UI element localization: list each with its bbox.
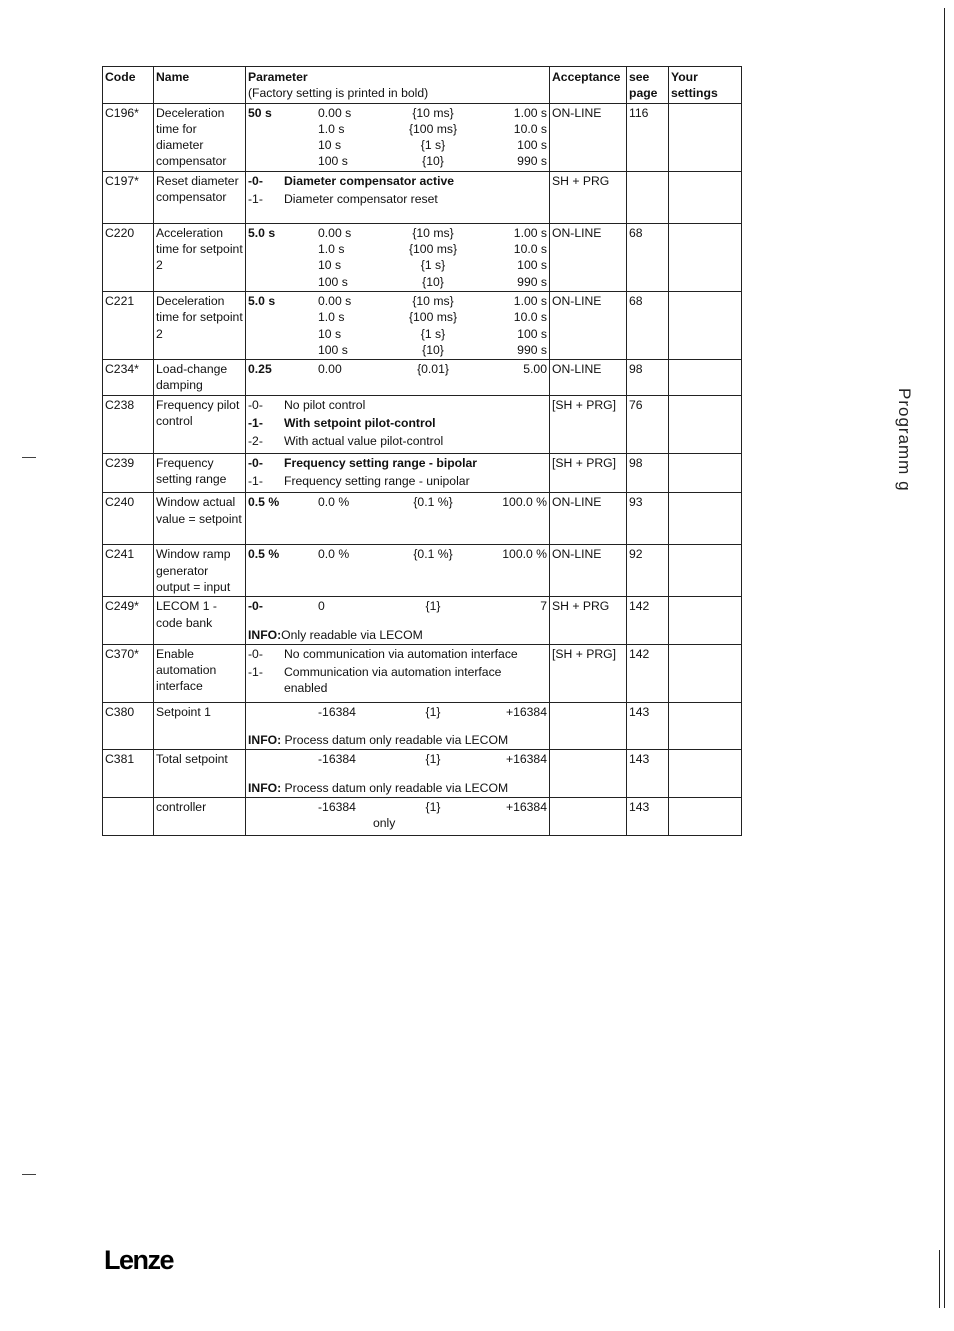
parameter-cell [246, 223, 550, 291]
range-max: 1.00 s [513, 225, 547, 240]
info-text: Only readable via LECOM [281, 627, 423, 642]
name-cell: Window ramp generator output = input [154, 545, 246, 597]
factory-setting [248, 241, 318, 257]
range-max: +16384 [505, 800, 547, 815]
parameter-cell [246, 171, 550, 223]
header-acceptance: Acceptance [550, 67, 627, 104]
name-cell: Setpoint 1 [154, 702, 246, 750]
range-max: 7 [540, 599, 547, 614]
see-page-cell: 142 [627, 597, 669, 645]
parameter-cell [246, 103, 550, 171]
range-max: 10.0 s [513, 242, 547, 257]
factory-setting [248, 326, 318, 342]
range-step: {1 s} [420, 138, 446, 153]
margin-mark: — [22, 1165, 36, 1181]
option-item [248, 191, 547, 207]
your-settings-cell [669, 291, 742, 359]
option-text: With actual value pilot-control [284, 434, 444, 449]
range-min: 1.0 s [318, 310, 345, 325]
option-key: -1- [248, 665, 263, 680]
parameter-cell [246, 702, 550, 750]
lenze-logo: Lenze [104, 1245, 174, 1275]
factory-setting [248, 121, 318, 137]
range-row [248, 241, 547, 257]
table-row [103, 798, 742, 836]
range-step: {1 s} [420, 326, 446, 341]
parameter-cell [246, 360, 550, 396]
parameter-cell [246, 493, 550, 545]
code-cell: C370* [103, 644, 154, 702]
see-page-cell: 98 [627, 453, 669, 493]
range-step: {10 ms} [412, 105, 454, 120]
range-step: {100 ms} [408, 310, 458, 325]
info-label: INFO: [248, 780, 282, 795]
range-row [248, 153, 547, 169]
factory-setting [248, 704, 318, 720]
option-key: -2- [248, 434, 263, 449]
code-cell: C249* [103, 597, 154, 645]
table-row [103, 360, 742, 396]
see-page-cell: 68 [627, 291, 669, 359]
factory-setting [248, 799, 318, 815]
range-step: {10 ms} [412, 225, 454, 240]
acceptance-cell: ON-LINE [550, 103, 627, 171]
header-parameter-note: (Factory setting is printed in bold) [248, 86, 429, 101]
option-text: Diameter compensator reset [284, 192, 438, 207]
range-min: 0.0 % [318, 495, 350, 510]
range-max: 100.0 % [502, 547, 547, 562]
code-cell: C239 [103, 453, 154, 493]
see-page-cell: 93 [627, 493, 669, 545]
range-min: -16384 [318, 800, 356, 815]
range-step: {10} [422, 342, 444, 357]
table-header-row [103, 67, 742, 104]
factory-setting: 50 s [248, 105, 272, 120]
name-cell: Acceleration time for setpoint 2 [154, 223, 246, 291]
your-settings-cell [669, 493, 742, 545]
acceptance-cell [550, 798, 627, 836]
option-key: -0- [248, 173, 263, 188]
factory-setting: 5.0 s [248, 225, 276, 240]
acceptance-cell: ON-LINE [550, 291, 627, 359]
name-cell: Frequency setting range [154, 453, 246, 493]
range-row [248, 326, 547, 342]
option-item [248, 415, 547, 431]
factory-setting [248, 153, 318, 169]
range-min: 1.0 s [318, 242, 345, 257]
option-text: No pilot control [284, 397, 366, 412]
acceptance-cell: SH + PRG [550, 171, 627, 223]
range-max: 990 s [517, 274, 547, 289]
range-step: {100 ms} [408, 242, 458, 257]
see-page-cell: 76 [627, 395, 669, 453]
right-margin-rule-lower [939, 1250, 940, 1308]
info-label: INFO: [248, 627, 282, 642]
see-page-cell: 68 [627, 223, 669, 291]
info-text: Process datum only readable via LECOM [281, 780, 509, 795]
see-page-cell: 143 [627, 798, 669, 836]
your-settings-cell [669, 103, 742, 171]
range-min: 0.00 s [318, 105, 352, 120]
acceptance-cell: ON-LINE [550, 545, 627, 597]
your-settings-cell [669, 453, 742, 493]
option-key: -0- [248, 397, 263, 412]
table-row [103, 223, 742, 291]
range-min: -16384 [318, 704, 356, 719]
your-settings-cell [669, 798, 742, 836]
option-text: Diameter compensator active [284, 173, 455, 188]
range-row [248, 494, 547, 510]
range-min: 10 s [318, 138, 342, 153]
your-settings-cell [669, 223, 742, 291]
range-row [248, 751, 547, 767]
range-row [248, 309, 547, 325]
range-min: 100 s [318, 154, 348, 169]
factory-setting: 5.0 s [248, 293, 276, 308]
info-note [248, 780, 547, 796]
acceptance-cell [550, 750, 627, 798]
name-cell: Deceleration time for diameter compensator [154, 103, 246, 171]
option-key: -1- [248, 416, 263, 431]
code-cell: C380 [103, 702, 154, 750]
factory-setting [248, 274, 318, 290]
range-step: {1} [425, 800, 441, 815]
range-min: 0.0 % [318, 547, 350, 562]
factory-setting [248, 751, 318, 767]
factory-setting [248, 342, 318, 358]
range-step: {10} [422, 274, 444, 289]
name-cell: controller [154, 798, 246, 836]
range-row [248, 546, 547, 562]
range-step: {10 ms} [412, 293, 454, 308]
code-cell [103, 798, 154, 836]
factory-setting [248, 309, 318, 325]
see-page-cell [627, 171, 669, 223]
section-label: Programm g [895, 388, 914, 492]
acceptance-cell: [SH + PRG] [550, 395, 627, 453]
parameter-cell [246, 545, 550, 597]
option-text: Frequency setting range - unipolar [284, 474, 470, 489]
option-text: No communication via automation interface [284, 646, 518, 661]
range-max: 100.0 % [502, 495, 547, 510]
range-step: {1} [425, 599, 441, 614]
see-page-cell: 116 [627, 103, 669, 171]
info-note [248, 627, 547, 643]
range-min: 100 s [318, 274, 348, 289]
name-cell: Total setpoint [154, 750, 246, 798]
option-item [248, 397, 547, 413]
name-cell: Window actual value = setpoint [154, 493, 246, 545]
range-row [248, 225, 547, 241]
option-item [248, 664, 547, 697]
code-cell: C381 [103, 750, 154, 798]
range-step: {100 ms} [408, 121, 458, 136]
range-row [248, 598, 547, 614]
option-key: -0- [248, 646, 263, 661]
range-max: 100 s [517, 138, 547, 153]
range-min: 10 s [318, 326, 342, 341]
header-your-settings: Your settings [669, 67, 742, 104]
header-parameter [246, 67, 550, 104]
range-row [248, 105, 547, 121]
factory-setting: 0.5 % [248, 495, 280, 510]
table-row [103, 597, 742, 645]
range-row [248, 704, 547, 720]
table-row [103, 103, 742, 171]
range-max: +16384 [505, 704, 547, 719]
range-step: {10} [422, 154, 444, 169]
code-cell: C221 [103, 291, 154, 359]
factory-setting: -0- [248, 599, 263, 614]
your-settings-cell [669, 545, 742, 597]
option-text: Frequency setting range - bipolar [284, 455, 478, 470]
range-max: 100 s [517, 326, 547, 341]
factory-setting [248, 137, 318, 153]
factory-setting [248, 257, 318, 273]
info-text: Process datum only readable via LECOM [281, 733, 509, 748]
factory-setting: 0.5 % [248, 547, 280, 562]
range-min: 10 s [318, 258, 342, 273]
margin-mark: — [22, 448, 36, 464]
factory-setting: 0.25 [248, 362, 272, 377]
range-min: 0.00 [318, 362, 342, 377]
name-cell: Load-change damping [154, 360, 246, 396]
parameter-cell [246, 644, 550, 702]
info-note [248, 732, 547, 748]
table-row [103, 291, 742, 359]
table-row [103, 750, 742, 798]
info-label: INFO: [248, 733, 282, 748]
your-settings-cell [669, 644, 742, 702]
header-parameter-label: Parameter [248, 70, 308, 84]
name-cell: Reset diameter compensator [154, 171, 246, 223]
name-cell: Deceleration time for setpoint 2 [154, 291, 246, 359]
code-cell: C240 [103, 493, 154, 545]
range-row [248, 121, 547, 137]
option-item [248, 646, 547, 662]
table-row [103, 493, 742, 545]
option-text: With setpoint pilot-control [284, 416, 436, 431]
range-min: 0 [318, 599, 325, 614]
acceptance-cell [550, 702, 627, 750]
range-step: {0.01} [417, 362, 449, 377]
range-step: {0.1 %} [413, 495, 453, 510]
range-row [248, 361, 547, 377]
parameter-cell [246, 395, 550, 453]
see-page-cell: 92 [627, 545, 669, 597]
your-settings-cell [669, 702, 742, 750]
range-max: 990 s [517, 342, 547, 357]
range-min: 100 s [318, 342, 348, 357]
see-page-cell: 142 [627, 644, 669, 702]
code-cell: C197* [103, 171, 154, 223]
table-row [103, 395, 742, 453]
option-item [248, 433, 547, 449]
parameter-cell [246, 750, 550, 798]
acceptance-cell: ON-LINE [550, 223, 627, 291]
option-key: -0- [248, 455, 263, 470]
name-cell: Enable automation interface [154, 644, 246, 702]
code-cell: C238 [103, 395, 154, 453]
code-cell: C196* [103, 103, 154, 171]
code-cell: C234* [103, 360, 154, 396]
extra-note: only [373, 816, 396, 831]
code-cell: C220 [103, 223, 154, 291]
your-settings-cell [669, 597, 742, 645]
parameter-cell [246, 798, 550, 836]
range-row [248, 257, 547, 273]
range-min: 0.00 s [318, 225, 352, 240]
option-key: -1- [248, 474, 263, 489]
range-max: 990 s [517, 154, 547, 169]
parameter-cell [246, 597, 550, 645]
range-row [248, 274, 547, 290]
range-max: 1.00 s [513, 105, 547, 120]
range-row [248, 342, 547, 358]
range-min: 0.00 s [318, 293, 352, 308]
option-item [248, 455, 547, 471]
range-max: +16384 [505, 752, 547, 767]
header-see-page: see page [627, 67, 669, 104]
your-settings-cell [669, 395, 742, 453]
range-step: {1} [425, 704, 441, 719]
option-text: Communication via automation interface enabled [284, 665, 502, 696]
acceptance-cell: [SH + PRG] [550, 453, 627, 493]
range-min: 1.0 s [318, 121, 345, 136]
range-max: 1.00 s [513, 293, 547, 308]
table-row [103, 453, 742, 493]
acceptance-cell: ON-LINE [550, 493, 627, 545]
range-min: -16384 [318, 752, 356, 767]
header-name: Name [154, 67, 246, 104]
your-settings-cell [669, 750, 742, 798]
table-row [103, 545, 742, 597]
your-settings-cell [669, 171, 742, 223]
parameter-table [102, 66, 742, 836]
table-row [103, 702, 742, 750]
option-key: -1- [248, 192, 263, 207]
acceptance-cell: ON-LINE [550, 360, 627, 396]
range-step: {1 s} [420, 258, 446, 273]
table-row [103, 644, 742, 702]
code-cell: C241 [103, 545, 154, 597]
table-row [103, 171, 742, 223]
right-margin-rule [944, 8, 945, 1308]
see-page-cell: 98 [627, 360, 669, 396]
range-step: {1} [425, 752, 441, 767]
name-cell: LECOM 1 - code bank [154, 597, 246, 645]
range-step: {0.1 %} [413, 547, 453, 562]
header-code: Code [103, 67, 154, 104]
range-row [248, 137, 547, 153]
range-max: 100 s [517, 258, 547, 273]
option-item [248, 473, 547, 489]
parameter-cell [246, 291, 550, 359]
range-max: 10.0 s [513, 121, 547, 136]
parameter-cell [246, 453, 550, 493]
range-row [248, 799, 547, 815]
range-max: 5.00 [523, 362, 547, 377]
option-item [248, 173, 547, 189]
acceptance-cell: [SH + PRG] [550, 644, 627, 702]
your-settings-cell [669, 360, 742, 396]
range-row [248, 293, 547, 309]
range-max: 10.0 s [513, 310, 547, 325]
see-page-cell: 143 [627, 702, 669, 750]
name-cell: Frequency pilot control [154, 395, 246, 453]
acceptance-cell: SH + PRG [550, 597, 627, 645]
see-page-cell: 143 [627, 750, 669, 798]
